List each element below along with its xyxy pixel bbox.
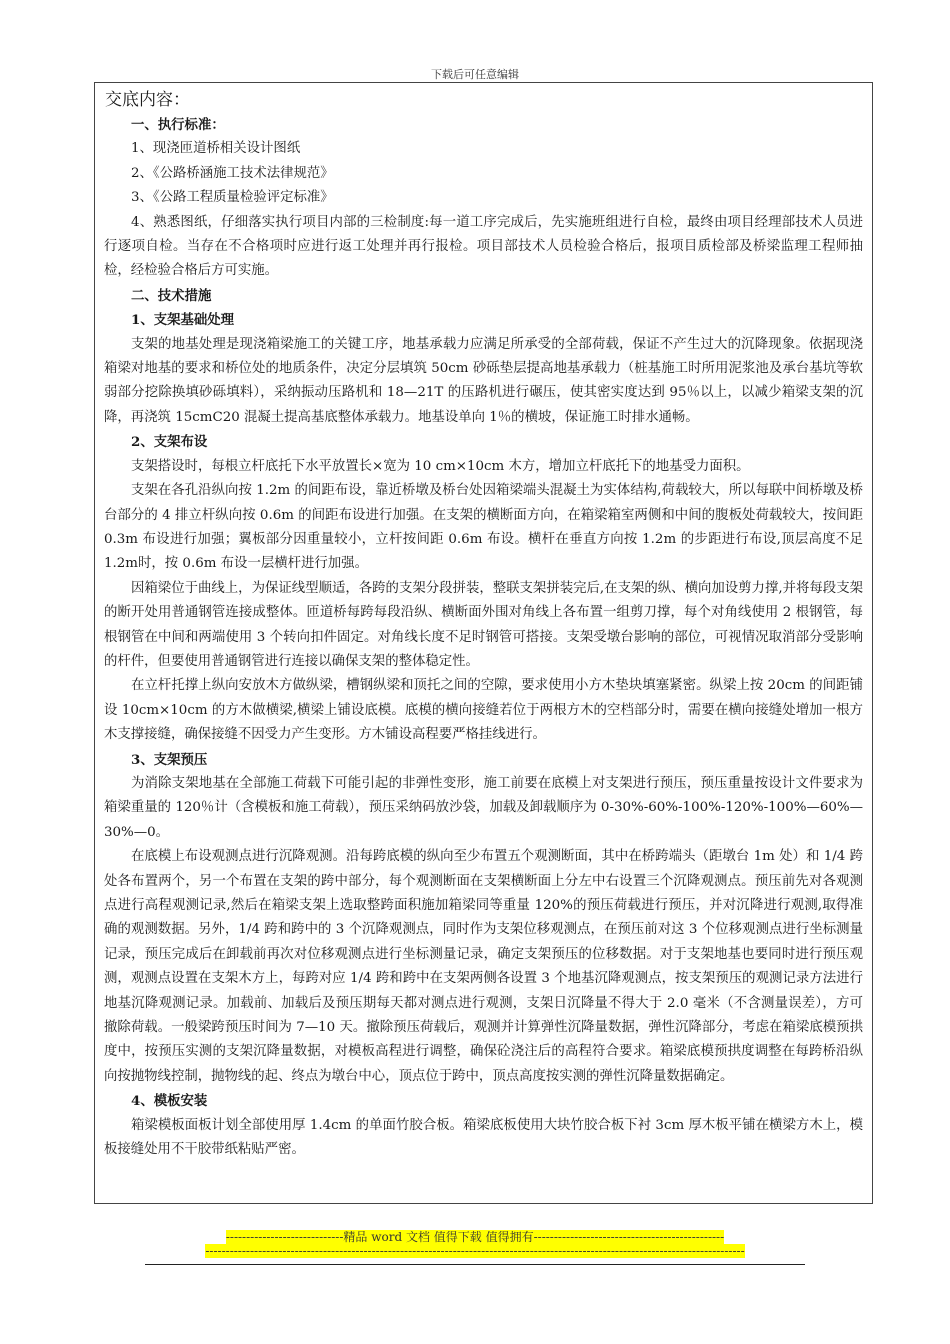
subsection-heading-preload: 3、支架预压 [131, 751, 208, 768]
footer-banner-text-2: ------------------------------------------------------------------------------------------------------------------------------------- [205, 1244, 745, 1258]
subsection-heading-foundation: 1、支架基础处理 [131, 312, 235, 329]
formwork-paragraph: 箱梁模板面板计划全部使用厚 1.4cm 的单面竹胶合板。箱梁底板使用大块竹胶合板下衬 3cm 厚木板平铺在横梁方木上，模板接缝处用不干胶带纸粘贴严密。 [104, 1117, 863, 1158]
footer-banner-text-1: -----------------------------精品 word 文档 值得下载 值得拥有----------------------------------------------- [225, 1230, 725, 1244]
footer-divider [145, 1264, 805, 1265]
page-header: 下载后可任意编辑 [431, 68, 519, 81]
section-heading-technical: 二、技术措施 [131, 287, 212, 304]
footer-banner-line-1 [0, 1228, 950, 1245]
standard-item-4: 4、熟悉图纸，仔细落实执行项目内部的三检制度:每一道工序完成后，先实施班组进行自检，最终由项目经理部技术人员进行逐项自检。当存在不合格项时应进行返工处理并再行报检。项目部技术人员检验合格后，报项目质检部及桥梁监理工程师抽检，经检验合格后方可实施。 [104, 214, 863, 279]
standard-item-3: 3、《公路工程质量检验评定标准》 [131, 190, 334, 206]
layout-paragraph-3: 因箱梁位于曲线上，为保证线型顺适，各跨的支架分段拼装，整联支架拼装完后,在支架的纵、横向加设剪力撑,并将每段支架的断开处用普通钢管连接成整体。匝道桥每跨每段沿纵、横断面外围对角线上各布置一组剪刀撑，每个对角线使用 2 根钢管，每根钢管在中间和两端使用 3 个转向扣件固定。对角线长度不足时钢管可搭接。支架受墩台影响的部位，可视情况取消部分受影响的杆件，但要使用普通钢管进行连接以确保支架的整体稳定性。 [104, 580, 863, 669]
foundation-paragraph: 支架的地基处理是现浇箱梁施工的关键工序，地基承载力应满足所承受的全部荷载，保证不产生过大的沉降现象。依据现浇箱梁对地基的要求和桥位处的地质条件，决定分层填筑 50cm 砂砾垫层提高地基承载力（桩基施工时所用泥浆池及承台基坑等软弱部分挖除换填砂砾填料），采纳振动压路机和 18—21T 的压路机进行碾压，使其密实度达到 95％以上，以减少箱梁支架的沉降，再浇筑 15cmC20 混凝土提高基底整体承载力。地基设单向 1％的横坡，保证施工时排水通畅。 [104, 336, 863, 425]
document-title: 交底内容： [105, 90, 190, 110]
section-heading-standards: 一、执行标准： [131, 117, 225, 133]
preload-paragraph-2: 在底模上布设观测点进行沉降观测。沿每跨底模的纵向至少布置五个观测断面，其中在桥跨端头（距墩台 1m 处）和 1/4 跨处各布置两个，另一个布置在支架的跨中部分，每个观测断面在支架横断面上分左中右设置三个沉降观测点。预压前先对各观测点进行高程观测记录,然后在箱梁支架上选取整跨面积施加箱梁同等重量 120%的预压荷载进行预压，并对沉降进行观测,取得准确的观测数据。另外，1/4 跨和跨中的 3 个沉降观测点，同时作为支架位移观测点，在预压前对这 3 个位移观测点进行坐标测量记录，预压完成后在卸载前再次对位移观测点进行坐标测量记录，确定支架预压的位移数据。对于支架地基也要同时进行预压观测，观测点设置在支架木方上，每跨对应 1/4 跨和跨中在支架两侧各设置 3 个地基沉降观测点，按支架预压的观测记录方法进行地基沉降观测记录。加载前、加载后及预压期每天都对测点进行观测，支架日沉降量不得大于 2.0 毫米（不含测量误差），方可撤除荷载。一般梁跨预压时间为 7—10 天。撤除预压荷载后，观测并计算弹性沉降量数据，弹性沉降部分，考虑在箱梁底模预拱度中，按预压实测的支架沉降量数据，对模板高程进行调整，确保砼浇注后的高程符合要求。箱梁底模预拱度调整在每跨桥沿纵向按抛物线控制，抛物线的起、终点为墩台中心，顶点位于跨中，顶点高度按实测的弹性沉降量数据确定。 [104, 849, 863, 1084]
standard-item-1: 1、现浇匝道桥相关设计图纸 [131, 141, 301, 157]
footer-banner-line-2 [0, 1244, 950, 1258]
subsection-heading-formwork: 4、模板安装 [131, 1093, 208, 1110]
preload-paragraph-1: 为消除支架地基在全部施工荷载下可能引起的非弹性变形，施工前要在底模上对支架进行预压，预压重量按设计文件要求为箱梁重量的 120％计（含模板和施工荷载），预压采纳码放沙袋，加载及卸载顺序为 0-30%-60%-100%-120%-100%—60%—30%—0。 [104, 775, 863, 840]
layout-paragraph-4: 在立杆托撑上纵向安放木方做纵梁，槽钢纵梁和顶托之间的空隙，要求使用小方木垫块填塞紧密。纵梁上按 20cm 的间距铺设 10cm×10cm 的方木做横梁,横梁上铺设底模。底模的横向接缝若位于两根方木的空档部分时，需要在横向接缝处增加一根方木支撑接缝，确保接缝不因受力产生变形。方木铺设高程要严格挂线进行。 [104, 678, 863, 743]
layout-paragraph-2: 支架在各孔沿纵向按 1.2m 的间距布设，靠近桥墩及桥台处因箱梁端头混凝土为实体结构,荷载较大，所以每联中间桥墩及桥台部分的 4 排立杆纵向按 0.6m 的间距布设进行加强。在支架的横断面方向，在箱梁箱室两侧和中间的腹板处荷载较大，按间距 0.3m 布设进行加强；翼板部分因重量较小，立杆按间距 0.6m 布设。横杆在垂直方向按 1.2m 的步距进行布设,顶层高度不足 1.2m时，按 0.6m 布设一层横杆进行加强。 [104, 483, 863, 572]
standard-item-2: 2、《公路桥涵施工技术法律规范》 [131, 165, 334, 181]
subsection-heading-layout: 2、支架布设 [131, 434, 208, 451]
layout-paragraph-1: 支架搭设时，每根立杆底托下水平放置长×宽为 10 cm×10cm 木方，增加立杆底托下的地基受力面积。 [131, 458, 750, 474]
document-frame [94, 82, 873, 1204]
